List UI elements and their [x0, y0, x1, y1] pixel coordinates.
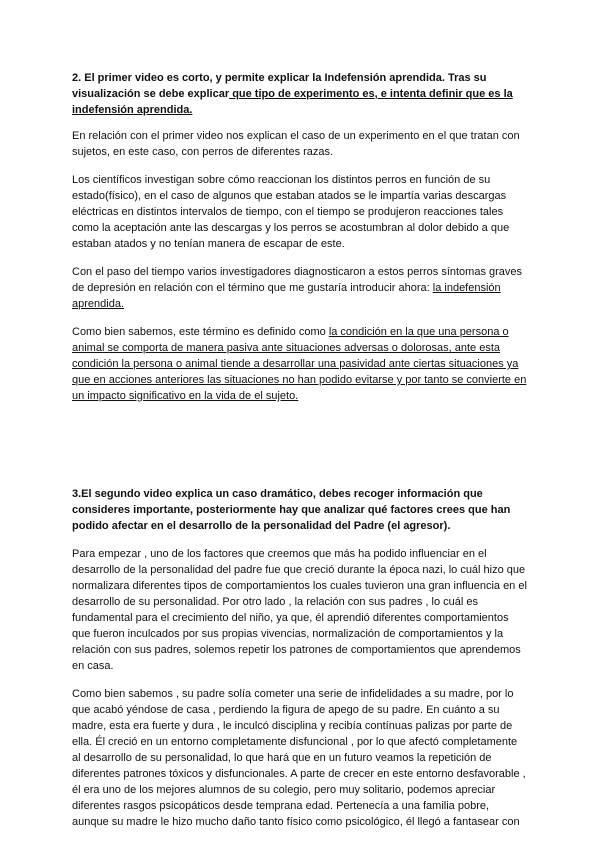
section-2-paragraph-3-text: Con el paso del tiempo varios investigadores diagnosticaron a estos perros síntomas graves de depresión en relación con el término que me gustaría introducir ahora:: [72, 266, 523, 294]
section-3-paragraph-1: Para empezar , uno de los factores que creemos que más ha podido influenciar en el desarrollo de la personalidad del padre fue que creció durante la época nazi, lo cuál hizo que normalizara diferentes tipos de comportamientos los cuales tuvieron una gran influencia en el desarrollo de su personalidad. Por otro lado , la relación con sus padres , lo cuál es fundamental para el crecimiento del niño, ya que, él aprendió diferentes comportamientos que fueron inculcados por sus propias vivencias, normalización de comportamientos y la relación con sus padres, solemos repetir los patrones de comportamientos que aprendemos en casa.: [72, 548, 527, 672]
section-2-heading-text: 2. El primer video es corto, y permite explicar la Indefensión aprendida. Tras su visualización se debe explicar: [72, 72, 487, 100]
section-2-heading: [72, 70, 528, 118]
section-2-paragraph-4: [72, 324, 528, 404]
section-2-heading-underlined: que tipo de experimento es, e intenta definir que es la indefensión aprendida.: [72, 88, 513, 116]
section-2-paragraph-1: En relación con el primer video nos explican el caso de un experimento en el que tratan con sujetos, en este caso, con perros de diferentes razas.: [72, 130, 520, 158]
section-2-paragraph-4-text: Como bien sabemos, este término es definido como: [72, 326, 329, 338]
section-2-paragraph-3: [72, 264, 528, 312]
learned-helplessness-definition: la condición en la que una persona o animal se comporta de manera pasiva ante situaciones adversas o dolorosas, ante esta condición la persona o animal tiende a desarrollar una pasividad ante ciertas situaciones ya que en acciones anteriores las situaciones no han podido evitarse y por tanto se convierte en un impacto significativo en la vida de el sujeto.: [72, 326, 527, 402]
section-3-paragraph-2: Como bien sabemos , su padre solía cometer una serie de infidelidades a su madre, por lo que acabó yéndose de casa , perdiendo la figura de apego de su padre. En cuánto a su madre, esta era fuerte y dura , le inculcó disciplina y recibía contínuas palizas por parte de ella. Él creció en un entorno completamente disfuncional , por lo que afectó completamente al desarrollo de su personalidad, lo que hará que en un futuro veamos la repetición de diferentes patrones tóxicos y disfuncionales. A parte de crecer en este entorno desfavorable , él era uno de los mejores alumnos de su colegio, pero muy solitario, podemos apreciar diferentes rasgos psicopáticos desde temprana edad. Pertenecía a una familia pobre, aunque su madre le hizo mucho daño tanto físico como psicológico, él llegó a fantasear con: [72, 688, 526, 828]
learned-helplessness-term: la indefensión aprendida.: [72, 282, 501, 310]
section-3-heading: 3.El segundo video explica un caso dramático, debes recoger información que consideres importante, posteriormente hay que analizar qué factores crees que han podido afectar en el desarrollo de la personalidad del Padre (el agresor).: [72, 488, 511, 532]
section-2-paragraph-2: Los científicos investigan sobre cómo reaccionan los distintos perros en función de su estado(físico), en el caso de algunos que estaban atados se le impartía varias descargas eléctricas en distintos intervalos de tiempo, con el tiempo se produjeron reacciones tales como la aceptación ante las descargas y los perros se acostumbran al dolor debido a que estaban atados y no tenían manera de escapar de este.: [72, 174, 510, 250]
